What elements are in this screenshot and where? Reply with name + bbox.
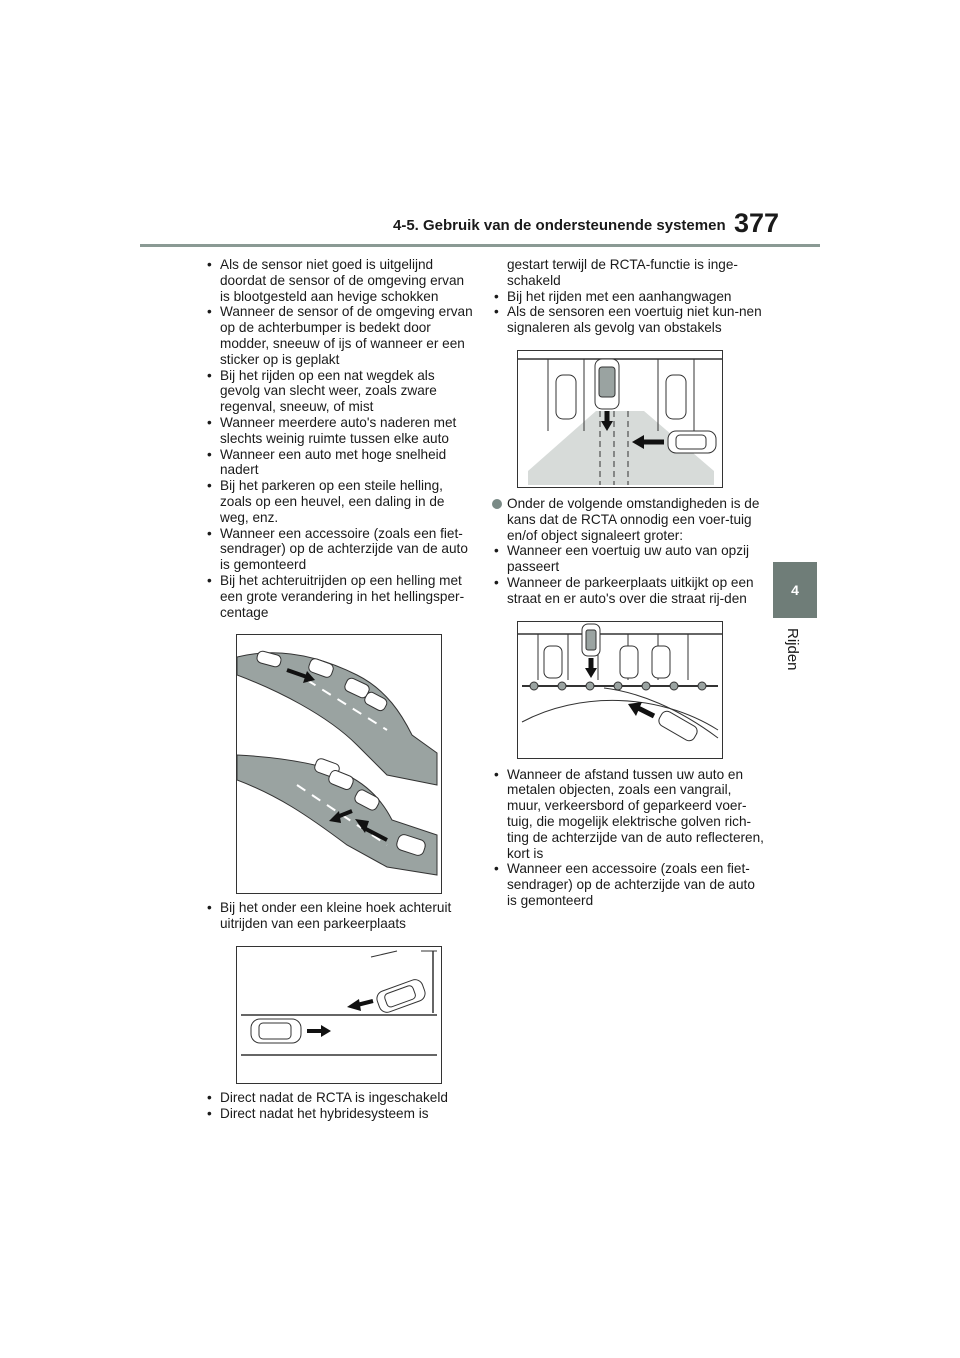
angled-exit-illustration-svg: [237, 947, 441, 1083]
list-item: • Wanneer de sensor of de omgeving ervan op de achterbumper is bedekt door modder, sneeuw of ijs of wanneer er een sticker op is geplakt: [205, 304, 475, 367]
list-item: • Direct nadat het hybridesysteem is: [205, 1106, 475, 1122]
list-item: • Bij het onder een kleine hoek achteruit uitrijden van een parkeerplaats: [205, 900, 475, 932]
list-item: • Wanneer een accessoire (zoals een fiet-sendrager) op de achterzijde van de auto is gemonteerd: [205, 526, 475, 573]
list-item: • Als de sensor niet goed is uitgelijnd doordat de sensor of de omgeving ervan is blootgesteld aan hevige schokken: [205, 257, 475, 304]
list-item: • Als de sensoren een voertuig niet kun-nen signaleren als gevolg van obstakels: [492, 304, 764, 336]
continuation-text: gestart terwijl de RCTA-functie is inge-schakeld: [507, 257, 738, 288]
dot-paragraph-content: Onder de volgende omstandigheden is de kans dat de RCTA onnodig een voer-tuig en/of object signaleert groter:: [507, 495, 760, 543]
list-item: • Bij het achteruitrijden op een helling met een grote verandering in het hellingsper-centage: [205, 573, 475, 620]
obstacle-illustration: [517, 350, 723, 488]
chapter-label: Rijden: [784, 628, 801, 671]
street-illustration: [517, 621, 723, 759]
bullet-dot-icon: [492, 499, 502, 509]
chapter-tab: 4: [773, 562, 817, 618]
list-item: • Direct nadat de RCTA is ingeschakeld: [205, 1090, 475, 1106]
list-item: • Bij het parkeren op een steile helling, zoals op een heuvel, een daling in de weg, enz.: [205, 478, 475, 525]
bullet-list-c: [205, 1090, 475, 1122]
list-item: • Wanneer een accessoire (zoals een fiet-sendrager) op de achterzijde van de auto is gemonteerd: [492, 861, 764, 908]
dot-paragraph: [492, 496, 764, 543]
left-column: [205, 257, 475, 1122]
angled-exit-illustration: [236, 946, 442, 1084]
slope-illustration: [236, 634, 442, 894]
bullet-list-c: [492, 767, 764, 909]
list-item: • Bij het rijden op een nat wegdek als gevolg van slecht weer, zoals zware regenval, sneeuw, of mist: [205, 368, 475, 415]
list-item: • Wanneer meerdere auto's naderen met slechts weinig ruimte tussen elke auto: [205, 415, 475, 447]
bullet-list-b: [492, 543, 764, 606]
slope-illustration-svg: [237, 635, 441, 893]
bullet-list-a: [492, 289, 764, 336]
page-number: 377: [734, 208, 780, 238]
right-column: [492, 257, 764, 909]
list-item: • Wanneer een voertuig uw auto van opzij passeert: [492, 543, 764, 575]
street-illustration-svg: [518, 622, 722, 758]
header-rule: [140, 244, 820, 247]
dot-paragraph-text: [492, 496, 764, 543]
list-item: • Wanneer de afstand tussen uw auto en metalen objecten, zoals een vangrail, muur, verkeersbord of geparkeerd voer-tuig, die mogelijk elektrische golven rich-ting de achterzijde van de auto reflecteren, kort is: [492, 767, 764, 862]
list-item: • Bij het rijden met een aanhangwagen: [492, 289, 764, 305]
list-item: • Wanneer de parkeerplaats uitkijkt op een straat en er auto's over die straat rij-den: [492, 575, 764, 607]
obstacle-illustration-svg: [518, 351, 722, 487]
bullet-list-b: [205, 900, 475, 932]
list-item: • Wanneer een auto met hoge snelheid nadert: [205, 447, 475, 479]
section-title: 4-5. Gebruik van de ondersteunende systemen: [393, 217, 726, 234]
bullet-list-a: [205, 257, 475, 620]
